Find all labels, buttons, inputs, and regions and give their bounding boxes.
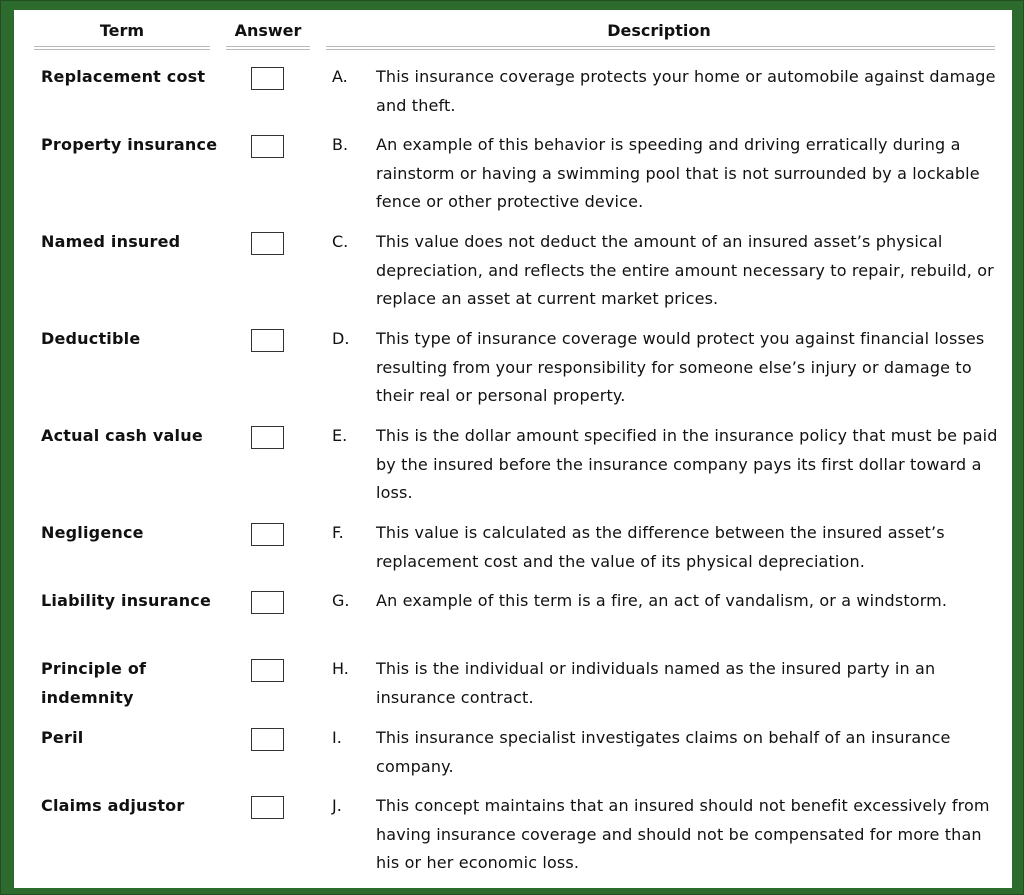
answer-input[interactable] <box>251 135 284 158</box>
description-text: This is the individual or individuals named as the insured party in an insurance contract. <box>376 659 936 707</box>
answer-header-divider <box>226 46 310 50</box>
description-letter: I. <box>332 728 342 747</box>
term-label: Peril <box>41 728 84 747</box>
answer-column-header: Answer <box>234 21 302 40</box>
description-letter: H. <box>332 659 349 678</box>
description-text: This type of insurance coverage would protect you against financial losses resulting from your responsibility for someone else’s injury or damage to their real or personal property. <box>376 329 985 405</box>
description-text: This insurance coverage protects your home or automobile against damage and theft. <box>376 67 996 115</box>
description-column-header: Description <box>607 21 711 40</box>
answer-input[interactable] <box>251 232 284 255</box>
description-header-divider <box>326 46 995 50</box>
term-header-divider <box>34 46 210 50</box>
description-letter: F. <box>332 523 344 542</box>
description-text: This concept maintains that an insured should not benefit excessively from having insurance coverage and should not be compensated for more than his or her economic loss. <box>376 796 990 872</box>
matching-exercise-panel <box>14 10 1012 888</box>
term-label: Named insured <box>41 232 181 251</box>
description-letter: J. <box>332 796 342 815</box>
answer-input[interactable] <box>251 67 284 90</box>
answer-input[interactable] <box>251 591 284 614</box>
description-letter: C. <box>332 232 349 251</box>
term-label: Property insurance <box>41 135 218 154</box>
term-label: Replacement cost <box>41 67 206 86</box>
description-text: This value is calculated as the difference between the insured asset’s replacement cost and the value of its physical depreciation. <box>376 523 945 571</box>
answer-input[interactable] <box>251 523 284 546</box>
term-label: Actual cash value <box>41 426 203 445</box>
term-label: Deductible <box>41 329 141 348</box>
description-letter: B. <box>332 135 349 154</box>
term-label: Liability insurance <box>41 591 212 610</box>
description-letter: A. <box>332 67 348 86</box>
answer-input[interactable] <box>251 426 284 449</box>
description-letter: E. <box>332 426 348 445</box>
term-label: Negligence <box>41 523 144 542</box>
answer-input[interactable] <box>251 728 284 751</box>
term-label: Principle of indemnity <box>41 659 147 707</box>
description-letter: D. <box>332 329 350 348</box>
description-text: An example of this behavior is speeding and driving erratically during a rainstorm or having a swimming pool that is not surrounded by a lockable fence or other protective device. <box>376 135 980 211</box>
term-label: Claims adjustor <box>41 796 185 815</box>
description-text: This insurance specialist investigates claims on behalf of an insurance company. <box>376 728 951 776</box>
description-text: This value does not deduct the amount of an insured asset’s physical depreciation, and reflects the entire amount necessary to repair, rebuild, or replace an asset at current market prices. <box>376 232 994 308</box>
answer-input[interactable] <box>251 796 284 819</box>
answer-input[interactable] <box>251 659 284 682</box>
description-text: This is the dollar amount specified in the insurance policy that must be paid by the insured before the insurance company pays its first dollar toward a loss. <box>376 426 998 502</box>
answer-input[interactable] <box>251 329 284 352</box>
description-text: An example of this term is a fire, an act of vandalism, or a windstorm. <box>376 591 948 610</box>
term-column-header: Term <box>99 21 145 40</box>
description-letter: G. <box>332 591 350 610</box>
